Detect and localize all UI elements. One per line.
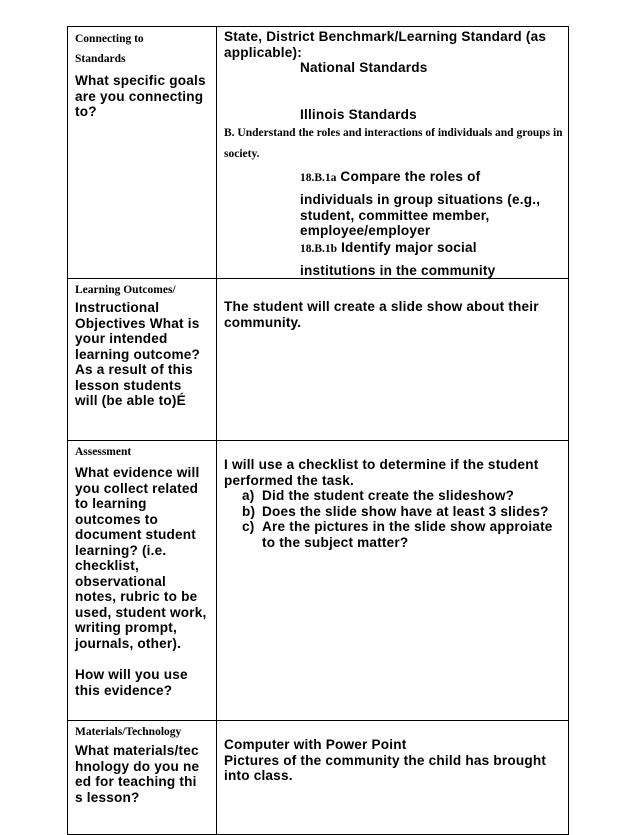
cell-outcomes-label (68, 279, 217, 441)
materials-heading: Materials/Technology (75, 726, 182, 738)
connecting-heading: Connecting to Standards (75, 33, 144, 65)
standard-text-rest: institutions in the community (300, 262, 496, 278)
materials-line-1: Computer with Power Point (224, 737, 407, 752)
checklist (224, 488, 564, 550)
standard-text-first: Identify major social (341, 239, 477, 255)
cell-assessment-content (217, 441, 569, 721)
row-materials (68, 721, 569, 835)
row-outcomes (68, 279, 569, 441)
row-connecting (68, 27, 569, 279)
goal-b-text: B. Understand the roles and interactions of individuals and groups in society. (224, 127, 563, 160)
checklist-marker: b) (242, 503, 256, 519)
connecting-question: What specific goals are you connecting to? (75, 73, 206, 119)
checklist-item (242, 488, 564, 504)
row-assessment (68, 441, 569, 721)
standard-item (224, 168, 564, 239)
outcomes-heading: Learning Outcomes/ (75, 284, 176, 296)
standard-code: 18.B.1b (300, 242, 338, 255)
cell-assessment-label (68, 441, 217, 721)
checklist-item (242, 519, 564, 550)
standard-code: 18.B.1a (300, 172, 337, 184)
national-standards-label: National Standards (300, 60, 428, 75)
checklist-item (242, 503, 564, 520)
checklist-text: Did the student create the slideshow? (262, 488, 515, 503)
cell-materials-content (217, 721, 569, 835)
materials-line-2: Pictures of the community the child has brought into class. (224, 752, 547, 783)
assessment-intro: I will use a checklist to determine if the student performed the task. (224, 457, 539, 488)
illinois-standards-label: Illinois Standards (300, 106, 417, 122)
assessment-heading: Assessment (75, 446, 132, 458)
checklist-marker: a) (242, 488, 255, 503)
assessment-question-evidence: How will you use this evidence? (75, 667, 188, 698)
cell-outcomes-content (217, 279, 569, 441)
checklist-text: Does the slide show have at least 3 slides? (262, 503, 549, 519)
lesson-plan-table (67, 26, 569, 835)
checklist-marker: c) (242, 519, 255, 534)
cell-connecting-label (68, 27, 217, 279)
standard-item (224, 239, 564, 279)
checklist-text: Are the pictures in the slide show approiate to the subject matter? (262, 519, 553, 550)
materials-question: What materials/technology do you need for teaching this lesson? (75, 743, 200, 805)
cell-materials-label (68, 721, 217, 835)
standards-heading: State, District Benchmark/Learning Standard (as applicable): (224, 29, 547, 60)
standard-text-rest: individuals in group situations (e.g., student, committee member, employee/employer (300, 192, 541, 238)
outcomes-question: Instructional Objectives What is your intended learning outcome? As a result of this lesson students will (be able to)É (75, 300, 201, 408)
outcomes-text: The student will create a slide show about their community. (224, 299, 539, 330)
assessment-question: What evidence will you collect related to learning outcomes to document student learning? (i.e. checklist, observational notes, rubric to be used, student work, writing prompt, journals, other). (75, 465, 207, 651)
standard-text-first: Compare the roles of (340, 169, 481, 184)
cell-connecting-content (217, 27, 569, 279)
